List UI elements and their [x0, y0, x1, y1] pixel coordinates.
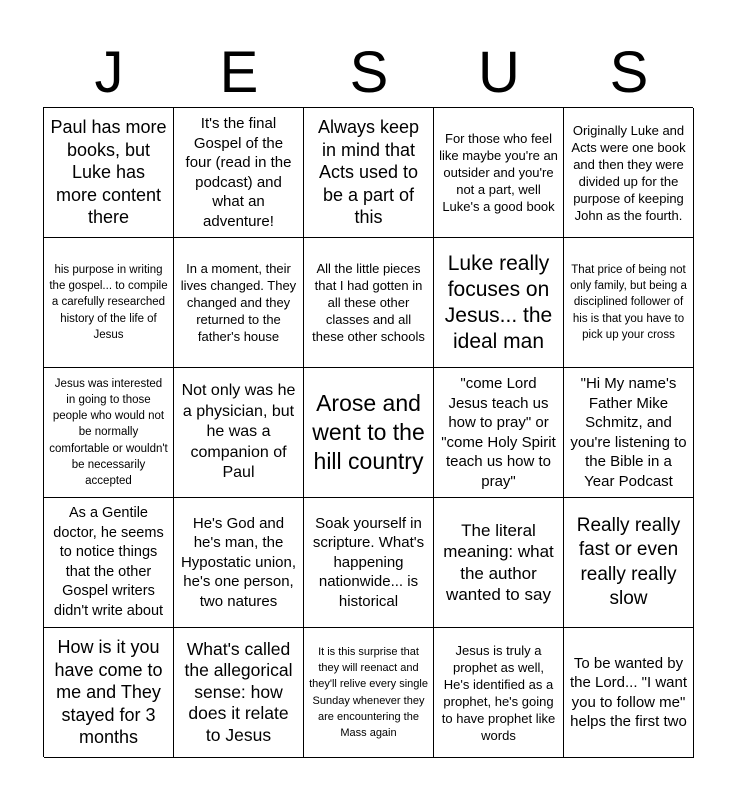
- bingo-cell[interactable]: [304, 498, 434, 628]
- bingo-cell[interactable]: [564, 368, 694, 498]
- cell-text: his purpose in writing the gospel... to compile a carefully researched history of the life of Jesus: [49, 263, 168, 341]
- header-letter-s2: S: [609, 40, 649, 105]
- bingo-cell[interactable]: [434, 238, 564, 368]
- bingo-cell[interactable]: [174, 108, 304, 238]
- cell-text: "Hi My name's Father Mike Schmitz, and you're listening to the Bible in a Year Podcast: [570, 375, 687, 490]
- bingo-cell[interactable]: [44, 498, 174, 628]
- cell-text: The literal meaning: what the author wanted to say: [443, 520, 554, 604]
- bingo-cell[interactable]: [434, 108, 564, 238]
- cell-text: Arose and went to the hill country: [312, 390, 425, 474]
- bingo-cell[interactable]: [564, 108, 694, 238]
- bingo-cell[interactable]: [174, 368, 304, 498]
- bingo-cell[interactable]: [304, 238, 434, 368]
- cell-text: For those who feel like maybe you're an outsider and you're not a part, well Luke's a good book: [439, 131, 558, 214]
- bingo-header: [44, 40, 694, 106]
- bingo-cell[interactable]: [44, 628, 174, 758]
- cell-text: Originally Luke and Acts were one book and then they were divided up for the purpose of keeping John as the fourth.: [571, 122, 686, 223]
- cell-text: All the little pieces that I had gotten in all these other classes and all these other schools: [312, 261, 425, 344]
- cell-text: To be wanted by the Lord... "I want you to follow me" helps the first two: [569, 654, 688, 730]
- bingo-cell[interactable]: [174, 498, 304, 628]
- header-letter-u: U: [478, 40, 520, 105]
- cell-text: Soak yourself in scripture. What's happening nationwide... is historical: [312, 514, 425, 610]
- bingo-cell[interactable]: [174, 628, 304, 758]
- bingo-cell[interactable]: [44, 368, 174, 498]
- cell-text: What's called the allegorical sense: how does it relate to Jesus: [184, 638, 293, 745]
- bingo-cell[interactable]: [304, 368, 434, 498]
- bingo-grid: [43, 107, 693, 757]
- bingo-cell[interactable]: [434, 368, 564, 498]
- cell-text: In a moment, their lives changed. They changed and they returned to the father's house: [180, 261, 297, 344]
- bingo-cell[interactable]: [434, 628, 564, 758]
- bingo-cell[interactable]: [564, 238, 694, 368]
- cell-text: Paul has more books, but Luke has more content there: [50, 117, 167, 228]
- cell-text: He's God and he's man, the Hypostatic union, he's one person, two natures: [180, 514, 297, 610]
- header-letter-e: E: [219, 40, 259, 105]
- bingo-cell[interactable]: [434, 498, 564, 628]
- cell-text: Jesus is truly a prophet as well, He's identified as a prophet, he's going to have prophet like words: [441, 642, 556, 743]
- cell-text: Not only was he a physician, but he was a companion of Paul: [181, 382, 296, 482]
- header-letter-j: J: [94, 40, 124, 105]
- bingo-cell[interactable]: [304, 628, 434, 758]
- cell-text: Always keep in mind that Acts used to be a part of this: [317, 117, 420, 228]
- bingo-cell[interactable]: [564, 628, 694, 758]
- bingo-cell[interactable]: [44, 238, 174, 368]
- bingo-cell[interactable]: [564, 498, 694, 628]
- cell-text: Luke really focuses on Jesus... the ideal man: [444, 251, 553, 353]
- cell-text: How is it you have come to me and They stayed for 3 months: [54, 637, 163, 748]
- cell-text: "come Lord Jesus teach us how to pray" or "come Holy Spirit teach us how to pray": [441, 375, 556, 490]
- bingo-cell[interactable]: [44, 108, 174, 238]
- cell-text: It is this surprise that they will reenact and they'll relive every single Sunday whenever they are encountering the Mass again: [309, 645, 428, 739]
- cell-text: As a Gentile doctor, he seems to notice things that the other Gospel writers didn't write about: [53, 505, 164, 619]
- cell-text: Jesus was interested in going to those people who would not be normally comfortable or wouldn't be necessarily accepted: [49, 377, 168, 487]
- bingo-cell[interactable]: [304, 108, 434, 238]
- cell-text: It's the final Gospel of the four (read in the podcast) and what an adventure!: [185, 115, 292, 230]
- cell-text: That price of being not only family, but being a disciplined follower of his is that you have to pick up your cross: [570, 263, 687, 341]
- header-letter-s: S: [349, 40, 389, 105]
- bingo-cell[interactable]: [174, 238, 304, 368]
- cell-text: Really really fast or even really really slow: [576, 514, 681, 609]
